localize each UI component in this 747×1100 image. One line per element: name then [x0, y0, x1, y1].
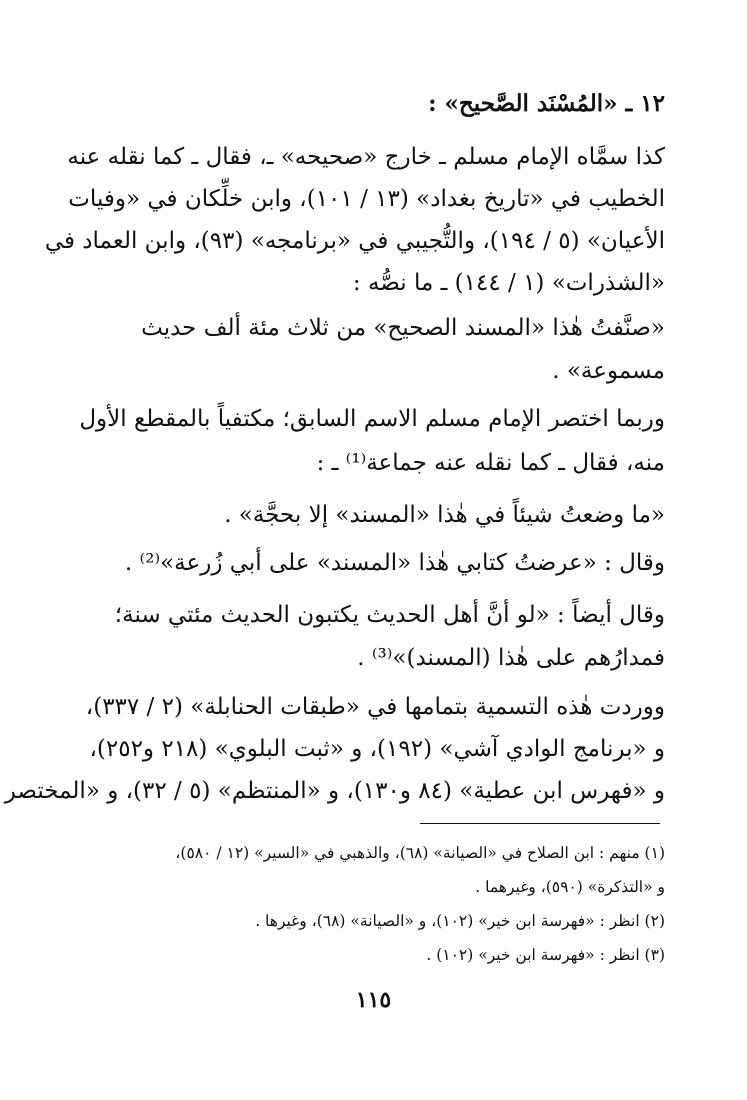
text-line: منه، فقال ـ كما نقله عنه جماعة⁽¹⁾ ـ :	[316, 450, 665, 476]
text-line: وقال : «عرضتُ كتابي هٰذا «المسند» على أبي زُرعة»⁽²⁾ .	[124, 550, 665, 576]
page-number: ١١٥	[355, 987, 392, 1013]
quote-line: «ما وضعتُ شيئاً في هٰذا «المسند» إلا بحجَّة» .	[224, 502, 665, 528]
text-line: فمدارُهم على هٰذا (المسند)»⁽³⁾ .	[357, 645, 665, 671]
footnote-line: (٣) انظر : «فهرسة ابن خير» (١٠٢) .	[426, 946, 665, 964]
text-line: و «برنامج الوادي آشي» (١٩٢)، و «ثبت البلوي» (٢١٨ و٢٥٢)،	[89, 736, 665, 762]
text-line: الأعيان» (٥ / ١٩٤)، والتُّجيبي في «برنامجه» (٩٣)، وابن العماد في	[44, 228, 665, 254]
text-line: وقال أيضاً : «لو أنَّ أهل الحديث يكتبون الحديث مئتي سنة؛	[114, 602, 665, 628]
text-line: «الشذرات» (١ / ١٤٤) ـ ما نصُّه :	[352, 270, 665, 296]
text-line: الخطيب في «تاريخ بغداد» (١٣ / ١٠١)، وابن خلِّكان في «وفيات	[68, 186, 665, 212]
quote-line: «صنَّفتُ هٰذا «المسند الصحيح» من ثلاث مئة ألف حديث	[141, 315, 665, 341]
footnote-divider	[420, 823, 660, 824]
quote-line: مسموعة» .	[552, 358, 665, 384]
text-line: وربما اختصر الإمام مسلم الاسم السابق؛ مكتفياً بالمقطع الأول	[79, 406, 665, 432]
section-heading: ١٢ ـ «المُسْنَد الصَّحيح» :	[428, 90, 665, 117]
footnote-line: و «التذكرة» (٥٩٠)، وغيرهما .	[475, 878, 665, 896]
text-line: و «فهرس ابن عطية» (٨٤ و١٣٠)، و «المنتظم» (٥ / ٣٢)، و «المختصر	[4, 778, 665, 804]
footnote-line: (١) منهم : ابن الصلاح في «الصيانة» (٦٨)، والذهبي في «السير» (١٢ / ٥٨٠)،	[175, 844, 665, 862]
text-line: كذا سمَّاه الإمام مسلم ـ خارج «صحيحه» ـ، فقال ـ كما نقله عنه	[67, 144, 665, 170]
text-line: ووردت هٰذه التسمية بتمامها في «طبقات الحنابلة» (٢ / ٣٣٧)،	[85, 694, 665, 720]
footnote-line: (٢) انظر : «فهرسة ابن خير» (١٠٢)، و «الصيانة» (٦٨)، وغيرها .	[255, 912, 665, 930]
